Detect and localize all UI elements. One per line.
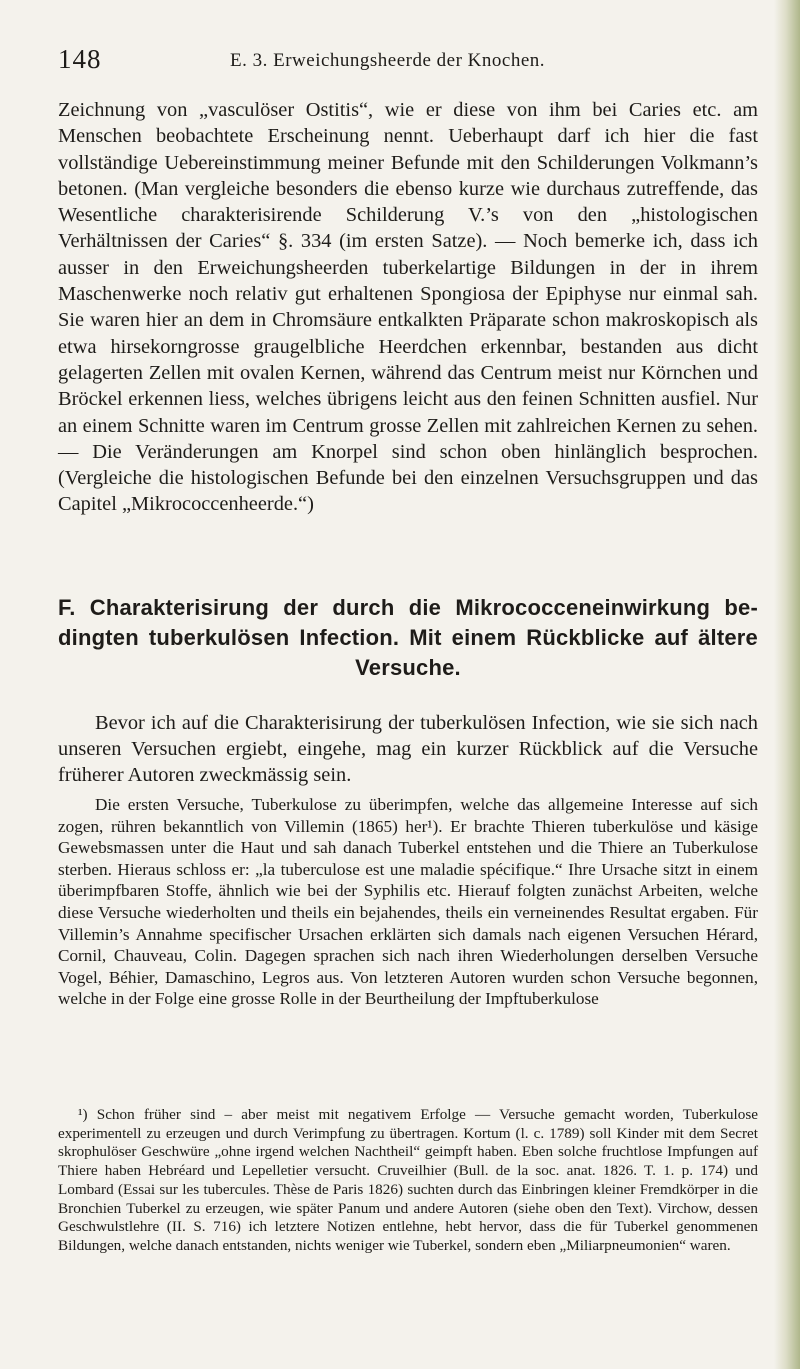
paragraph-text: Zeichnung von „vasculöser Ostitis“, wie er diese von ihm bei Caries etc. am Menschen beobachtete Erscheinung nennt. Ueberhaupt darf ich hier die fast vollständige Uebereinstimmung meiner Befunde mit den Schilderungen Volkmann’s betonen. (Man vergleiche besonders die ebenso kurze wie durchaus zutreffende, das Wesentliche charakterisirende Schilderung V.’s von den „histologischen Verhältnissen der Caries“ §. 334 (im ersten Satze). — Noch bemerke ich, dass ich ausser in den Erweichungsheerden tuberkelartige Bildungen in der in ihrem Maschenwerke noch relativ gut erhaltenen Spongiosa der Epiphyse nur einmal sah. Sie waren hier an dem in Chromsäure entkalkten Präparate schon makroskopisch als etwa hirsekorngrosse graugelbliche Heerdchen erkennbar, bestanden aus dicht gelagerten Zellen mit ovalen Kernen, während das Centrum meist nur Körnchen und Bröckel erkennen liess, welches übrigens leicht aus den feinen Schnitten ausfiel. Nur an einem Schnitte waren im Centrum grosse Zellen mit zahlreichen Kernen zu sehen. — Die Veränderungen am Knorpel sind schon oben hinlänglich besprochen. (Vergleiche die histologischen Befunde bei den einzelnen Versuchsgruppen und das Capitel „Mikrococcenheerde.“)	[58, 99, 758, 516]
paragraph-continued	[58, 97, 758, 518]
section-heading	[58, 593, 758, 683]
running-head: E. 3. Erweichungsheerde der Knochen.	[230, 50, 546, 71]
footnote-text: ¹) Schon früher sind – aber meist mit negativem Erfolge — Versuche gemacht worden, Tuberkulose experimentell zu erzeugen und durch Verimpfung zu übertragen. Kortum (l. c. 1789) soll Kinder mit dem Secret skrophulöser Geschwüre „ohne irgend welchen Nachtheil“ geimpft haben. Eben solche fruchtlose Impfungen auf Thiere haben Hebréard und Lepelletier versucht. Cruveilhier (Bull. de la soc. anat. 1826. T. 1. p. 174) und Lombard (Essai sur les tubercules. Thèse de Paris 1826) suchten durch das Einbringen kleiner Fremdkörper in die Bronchien Tuberkel zu erzeugen, wie später Panum und andere Autoren (siehe oben den Text). Virchow, dessen Geschwulstlehre (II. S. 716) ich letztere Notizen entlehne, hebt hervor, dass die für Tuberkel genommenen Bildungen, welche danach entstanden, nichts weniger wie Tuberkel, sondern eben „Miliarpneumonien“ waren.	[58, 1106, 758, 1254]
section-heading-line-3: Versuche.	[355, 655, 461, 680]
page-header	[58, 44, 748, 78]
paragraph-text: Bevor ich auf die Charakterisirung der tuberkulösen Infection, wie sie sich nach unseren Versuchen ergiebt, eingehe, mag ein kurzer Rückblick auf die Versuche früherer Autoren zweckmässig sein.	[58, 712, 758, 786]
paragraph-small-print	[58, 794, 758, 1010]
page-number: 148	[58, 44, 102, 74]
page-edge-shadow	[774, 0, 800, 1369]
footnote	[58, 1106, 758, 1256]
paragraph-text: Die ersten Versuche, Tuberkulose zu überimpfen, welche das allgemeine Interesse auf sich zogen, rühren bekanntlich von Villemin (1865) her¹). Er brachte Thieren tuberkulöse und käsige Gewebsmassen unter die Haut und sah danach Tuberkel entstehen und die Thiere an Tuberkulose sterben. Hieraus schloss er: „la tuberculose est une maladie spécifique.“ Ihre Ursache sitzt in einem überimpfbaren Stoffe, ähnlich wie bei der Syphilis etc. Hierauf folgten zunächst Arbeiten, welche diese Versuche wiederholten und theils ein bejahendes, theils ein verneinendes Resultat ergaben. Für Villemin’s Annahme specifischer Ursachen erklärten sich damals nach eigenen Versuchen Hérard, Cornil, Chauveau, Colin. Dagegen sprachen sich nach ihren Wiederholungen derselben Versuche Vogel, Béhier, Damaschino, Legros aus. Von letzteren Autoren wurden schon Versuche begonnen, welche in der Folge eine grosse Rolle in der Beurtheilung der Impftuberkulose	[58, 795, 758, 1009]
section-heading-line-2: dingten tuberkulösen Infection. Mit einem Rückblicke auf ältere	[58, 625, 758, 650]
section-heading-line-1: F. Charakterisirung der durch die Mikrococceneinwirkung be-	[58, 595, 758, 620]
paragraph-intro	[58, 710, 758, 788]
